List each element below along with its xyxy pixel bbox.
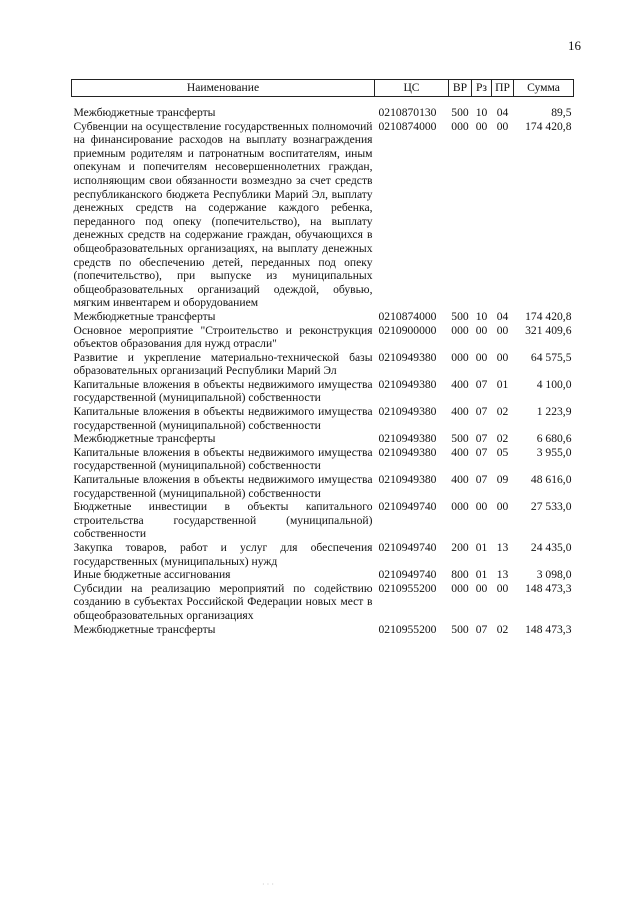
page-number: 16 [568,38,581,53]
cell-sum: 148 473,3 [525,622,572,636]
cell-pr: 00 [496,500,509,514]
cell-rz: 00 [475,323,488,337]
cell-sum: 24 435,0 [530,541,572,554]
header-vr: ВР [449,80,472,97]
cell-vr: 400 [451,405,469,419]
table-row [72,541,574,568]
cell-rz: 07 [475,622,488,636]
header-sum: Сумма [514,80,574,97]
cell-cs: 0210949740 [378,568,437,582]
table-header [72,80,574,97]
cell-name: Иные бюджетные ассигнования [73,568,231,582]
cell-sum: 6 680,6 [536,432,572,446]
cell-sum: 48 616,0 [530,473,572,487]
cell-vr: 500 [451,622,469,636]
cell-rz: 07 [475,432,488,446]
cell-name: Капитальные вложения в объекты недвижимого имущества государственной (муниципальной) собственности [73,473,373,500]
cell-rz: 07 [475,473,488,487]
cell-vr: 400 [451,473,469,487]
table-row [72,310,574,324]
table-row [72,446,574,473]
cell-pr: 02 [496,622,509,636]
cell-vr: 400 [451,377,469,391]
cell-name: Межбюджетные трансферты [73,432,216,446]
cell-vr: 000 [451,119,469,133]
cell-name: Субсидии на реализацию мероприятий по содействию созданию в субъектах Российской Федерации новых мест в общеобразовательных организациях [73,581,373,622]
cell-rz: 00 [475,350,488,364]
cell-cs: 0210949380 [378,473,437,487]
cell-sum: 1 223,9 [536,405,572,419]
cell-rz: 01 [475,568,488,582]
cell-vr: 000 [451,323,469,337]
header-pr: ПР [492,80,514,97]
cell-pr: 00 [496,119,509,133]
cell-pr: 04 [496,106,509,119]
cell-sum: 27 533,0 [530,500,572,514]
cell-sum: 321 409,6 [525,323,572,337]
cell-sum: 3 955,0 [536,445,572,459]
cell-vr: 500 [451,106,469,119]
table-row [72,623,574,637]
cell-pr: 00 [496,323,509,337]
table-row [72,568,574,582]
cell-sum: 4 100,0 [536,377,572,391]
cell-vr: 000 [451,581,469,595]
cell-sum: 3 098,0 [536,568,572,582]
cell-name: Основное мероприятие "Строительство и реконструкция объектов образования для нужд отрасли" [73,323,373,351]
cell-vr: 800 [451,568,469,582]
cell-rz: 07 [475,405,488,419]
table-row [72,582,574,623]
table-row [72,324,574,351]
cell-name: Межбюджетные трансферты [73,106,216,119]
cell-name: Межбюджетные трансферты [73,622,216,636]
cell-pr: 05 [496,445,509,459]
table-row [72,500,574,541]
cell-rz: 10 [475,106,488,119]
cell-pr: 13 [496,568,509,582]
table-row [72,432,574,446]
cell-pr: 09 [496,473,509,487]
cell-cs: 0210955200 [378,581,437,595]
cell-pr: 02 [496,405,509,419]
cell-pr: 00 [496,350,509,364]
cell-vr: 000 [451,350,469,364]
cell-sum: 89,5 [551,106,572,119]
cell-cs: 0210874000 [378,309,437,323]
cell-rz: 07 [475,445,488,459]
cell-cs: 0210949380 [378,432,437,446]
cell-cs: 0210900000 [378,323,437,337]
cell-pr: 13 [496,541,509,554]
table-row [72,106,574,120]
cell-sum: 174 420,8 [525,119,572,133]
cell-cs: 0210874000 [378,119,437,133]
cell-cs: 0210955200 [378,622,437,636]
cell-cs: 0210949740 [378,541,437,554]
table-spacer [72,97,574,107]
cell-rz: 00 [475,119,488,133]
table-row [72,120,574,310]
cell-name: Капитальные вложения в объекты недвижимого имущества государственной (муниципальной) собственности [73,405,373,432]
cell-vr: 400 [451,445,469,459]
cell-vr: 500 [451,432,469,446]
cell-sum: 174 420,8 [525,309,572,323]
header-name: Наименование [72,80,375,97]
cell-name: Субвенции на осуществление государственных полномочий на финансирование расходов на выплату вознаграждения приемным родителям и патронатным воспитателям, иным опекунам и попечителям несовершеннолетних граждан, исполняющим свои обязанности возмездно за счет средств республиканского бюджета Республики Марий Эл, выплату денежных средств на содержание каждого ребенка, переданного под опеку (попечительство), на выплату денежных средств на содержание граждан, обучающихся в общеобразовательных организациях, на выплату денежных средств по обеспечению детей, переданных под опеку (попечительство), при выпуске из муниципальных общеобразовательных организаций одеждой, обувью, мягким инвентарем и оборудованием [73,119,373,310]
table-row [72,378,574,405]
cell-name: Межбюджетные трансферты [73,309,216,323]
cell-rz: 01 [475,541,488,554]
cell-rz: 00 [475,581,488,595]
budget-table [71,79,574,636]
cell-cs: 0210949740 [378,500,437,514]
header-rz: Рз [472,80,492,97]
table-row [72,473,574,500]
cell-cs: 0210949380 [378,350,437,364]
cell-vr: 200 [451,541,469,554]
cell-rz: 10 [475,309,488,323]
cell-pr: 01 [496,377,509,391]
cell-name: Капитальные вложения в объекты недвижимого имущества государственной (муниципальной) собственности [73,377,373,405]
cell-pr: 02 [496,432,509,446]
cell-cs: 0210949380 [378,405,437,419]
cell-vr: 000 [451,500,469,514]
cell-cs: 0210949380 [378,377,437,391]
table-row [72,351,574,378]
table-body [72,97,574,637]
cell-sum: 64 575,5 [530,350,572,364]
cell-name: Развитие и укрепление материально-технической базы образовательных организаций Республики Марий Эл [73,350,373,378]
cell-sum: 148 473,3 [525,581,572,595]
cell-name: Бюджетные инвестиции в объекты капитального строительства государственной (муниципальной) собственности [73,500,373,541]
footer-mark: · · · [262,880,274,889]
table-row [72,405,574,432]
cell-vr: 500 [451,309,469,323]
cell-pr: 00 [496,581,509,595]
cell-name: Капитальные вложения в объекты недвижимого имущества государственной (муниципальной) собственности [73,445,373,473]
cell-cs: 0210870130 [378,106,437,119]
cell-rz: 00 [475,500,488,514]
cell-rz: 07 [475,377,488,391]
header-cs: ЦС [375,80,449,97]
cell-cs: 0210949380 [378,445,437,459]
cell-name: Закупка товаров, работ и услуг для обеспечения государственных (муниципальных) нужд [73,541,373,568]
cell-pr: 04 [496,309,509,323]
